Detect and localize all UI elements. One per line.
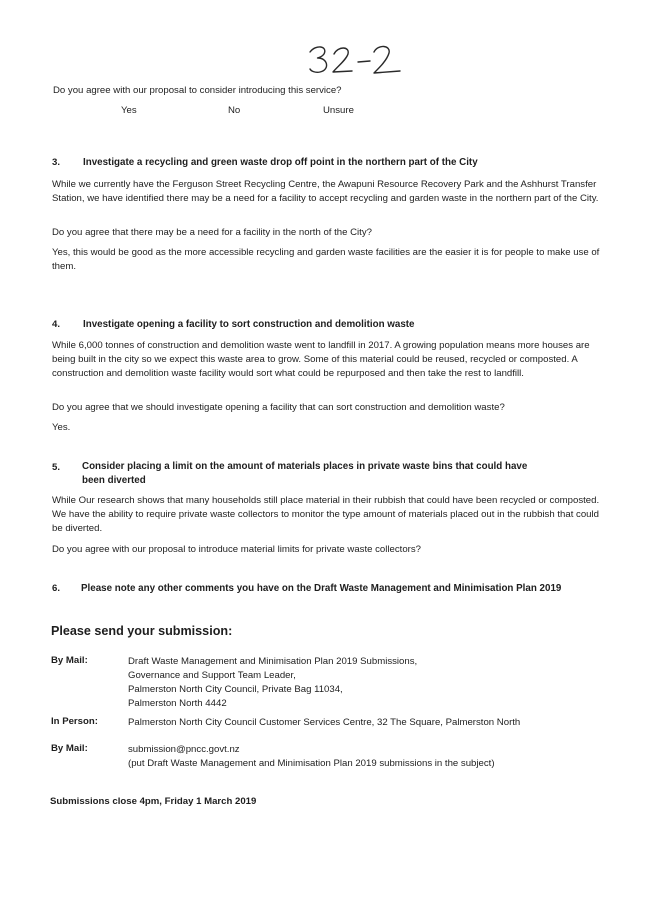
section-6-title: Please note any other comments you have on the Draft Waste Management and Minimisation Plan 2019 [81, 583, 562, 594]
mail-address-line: Palmerston North City Council, Private Bag 11034, [128, 684, 343, 695]
section-4-title: Investigate opening a facility to sort construction and demolition waste [83, 319, 415, 330]
section-4-number: 4. [52, 319, 61, 330]
closing-date: Submissions close 4pm, Friday 1 March 2019 [50, 796, 257, 807]
handwritten-page-number [306, 40, 406, 80]
mail-address-line: Governance and Support Team Leader, [128, 670, 296, 681]
email-address: submission@pncc.govt.nz [128, 744, 240, 755]
section-6-number: 6. [52, 583, 61, 594]
intro-question: Do you agree with our proposal to consider introducing this service? [53, 85, 342, 96]
section-4-answer: Yes. [52, 422, 71, 433]
mail-address-line: Draft Waste Management and Minimisation Plan 2019 Submissions, [128, 656, 418, 667]
section-5-number: 5. [52, 462, 61, 473]
section-3-number: 3. [52, 157, 61, 168]
section-3-paragraph: While we currently have the Ferguson Street Recycling Centre, the Awapuni Resource Recovery Park and the Ashhurst Transfer Station, we have identified there may be a need for a facility to accept recycling and garden waste in the northern part of the City. [52, 179, 599, 205]
mail-address [128, 655, 417, 711]
option-unsure: Unsure [323, 105, 354, 116]
mail-address-line: Palmerston North 4442 [128, 698, 227, 709]
section-3-answer: Yes, this would be good as the more accessible recycling and garden waste facilities are the easier it is for people to make use of them. [52, 247, 600, 273]
in-person-address: Palmerston North City Council Customer Services Centre, 32 The Square, Palmerston North [128, 717, 521, 728]
by-mail-label: By Mail: [51, 655, 88, 666]
section-3-title: Investigate a recycling and green waste drop off point in the northern part of the City [83, 157, 478, 168]
submission-heading: Please send your submission: [51, 624, 233, 638]
email-subject-note: (put Draft Waste Management and Minimisation Plan 2019 submissions in the subject) [128, 758, 495, 769]
section-4-paragraph: While 6,000 tonnes of construction and demolition waste went to landfill in 2017. A growing population means more houses are being built in the city so we expect this waste area to grow. Some of this material could be reused, recycled or composted. A construction and demolition waste facility would sort what could be repurposed and then take the rest to landfill. [52, 340, 590, 380]
section-5-question: Do you agree with our proposal to introduce material limits for private waste collectors? [52, 544, 421, 555]
email-label: By Mail: [51, 743, 88, 754]
section-3-question: Do you agree that there may be a need for a facility in the north of the City? [52, 227, 372, 238]
section-5-paragraph: While Our research shows that many households still place material in their rubbish that could have been recycled or composted. We have the ability to require private waste collectors to monitor the type amount of materials placed out in the rubbish that could be diverted. [52, 495, 600, 535]
section-4-question: Do you agree that we should investigate opening a facility that can sort construction and demolition waste? [52, 402, 505, 413]
email-block [128, 743, 495, 771]
section-5-title-line2: been diverted [82, 475, 146, 486]
in-person-label: In Person: [51, 716, 98, 727]
option-yes: Yes [121, 105, 137, 116]
option-no: No [228, 105, 241, 116]
section-5-title-line1: Consider placing a limit on the amount of materials places in private waste bins that could have [82, 461, 528, 472]
